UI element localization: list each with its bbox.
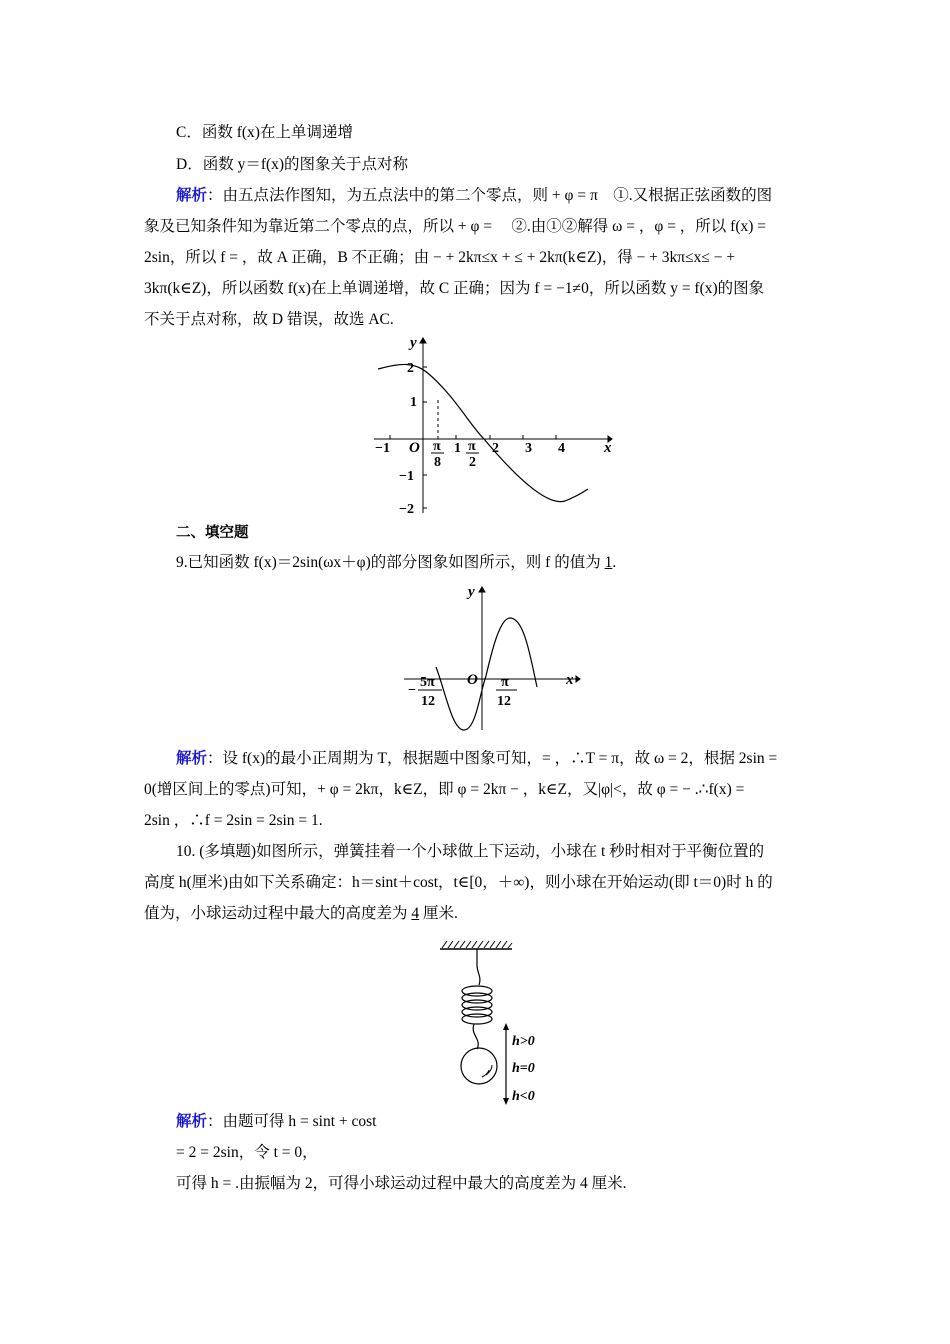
- y-tick-neg1: −1: [399, 469, 414, 484]
- solution-label: 解析: [176, 187, 208, 204]
- y-label: y: [468, 584, 475, 600]
- tick-pi2-num: π: [468, 439, 476, 454]
- neg-tick-sign: −: [408, 683, 416, 698]
- solution-9-line-1: 解析：设 f(x)的最小正周期为 T，根据题中图象可知，= ，∴T = π，故 ω = 2，根据 2sin =: [176, 750, 778, 767]
- y-tick-neg2: −2: [399, 502, 414, 517]
- y-tick-2: 2: [407, 361, 414, 376]
- tick-pi8-den: 8: [434, 455, 441, 470]
- solution-8-line-4: 3kπ(k∈Z)，所以函数 f(x)在上单调递增，故 C 正确；因为 f = −1≠0，所以函数 y = f(x)的图象: [144, 280, 765, 297]
- solution-10-line-1: 解析：由题可得 h = sint + cost: [176, 1113, 377, 1130]
- solution-10-line-2: = 2 = 2sin，令 t = 0，: [176, 1144, 318, 1161]
- problem-10-line-2: 高度 h(厘米)由如下关系确定：h＝sint＋cost，t∈[0，＋∞)，则小球在开始运动(即 t＝0)时 h 的: [144, 874, 773, 891]
- solution-label: 解析: [176, 750, 208, 767]
- solution-8-line-1: 解析：由五点法作图知，为五点法中的第二个零点，则 + φ = π ①.又根据正弦函数的图: [176, 187, 773, 204]
- option-d: D．函数 y＝f(x)的图象关于点对称: [176, 156, 409, 173]
- x-tick-2: 2: [492, 441, 499, 456]
- label-h-zero: h=0: [512, 1061, 535, 1076]
- problem-10-line-1: 10. (多填题)如图所示，弹簧挂着一个小球做上下运动，小球在 t 秒时相对于平衡位置的: [176, 843, 765, 860]
- solution-label: 解析: [176, 1113, 208, 1130]
- x-tick-neg1: −1: [375, 441, 390, 456]
- sine-curve: [436, 618, 537, 730]
- problem-10-answer: 4: [411, 905, 420, 922]
- down-arrow: [503, 1098, 509, 1105]
- problem-9-answer: 1: [604, 554, 613, 571]
- y-tick-1: 1: [410, 395, 417, 410]
- neg-tick-num: 5π: [420, 675, 435, 690]
- x-axis-arrow: [576, 676, 580, 682]
- x-label: x: [566, 672, 574, 688]
- neg-tick-den: 12: [421, 694, 435, 709]
- solution-8-line-2: 象及已知条件知为靠近第二个零点的点，所以 + φ = ②.由①②解得 ω = ，φ = ，所以 f(x) =: [144, 218, 767, 235]
- solution-9-line-3: 2sin ，∴f = 2sin = 2sin = 1.: [144, 812, 323, 829]
- option-c: C．函数 f(x)在上单调递增: [176, 124, 353, 141]
- origin-label: O: [409, 440, 420, 456]
- solution-10-line-3: 可得 h = .由振幅为 2，可得小球运动过程中最大的高度差为 4 厘米.: [176, 1175, 627, 1192]
- y-axis-arrow: [479, 587, 485, 592]
- spring-coils: [462, 986, 492, 1024]
- label-h-negative: h<0: [512, 1089, 535, 1104]
- solution-8-line-5: 不关于点对称，故 D 错误，故选 AC.: [144, 311, 394, 328]
- ceiling-hatching: [442, 941, 512, 948]
- pos-tick-num: π: [501, 675, 509, 690]
- pos-tick-den: 12: [497, 694, 511, 709]
- origin-label: O: [467, 672, 478, 688]
- up-arrow: [503, 1023, 509, 1030]
- x-tick-4: 4: [558, 441, 565, 456]
- problem-10-line-3: 值为，小球运动过程中最大的高度差为 4 厘米.: [144, 905, 458, 922]
- problem-9-question: 9.已知函数 f(x)＝2sin(ωx＋φ)的部分图象如图所示，则 f 的值为 1.: [176, 554, 617, 571]
- spring-ball-figure: [430, 935, 570, 1110]
- solution-8-line-3: 2sin，所以 f = ，故 A 正确，B 不正确；由 − + 2kπ≤x + ≤ + 2kπ(k∈Z)，得 − + 3kπ≤x≤ − +: [144, 249, 736, 266]
- tick-pi8-num: π: [433, 439, 441, 454]
- sine-graph-1: [360, 335, 620, 520]
- spring-tail: [473, 1024, 478, 1049]
- y-axis-arrow: [420, 338, 426, 343]
- section-heading: 二、填空题: [176, 525, 249, 541]
- spring-wire: [477, 949, 480, 985]
- ball-shading: [482, 1065, 492, 1077]
- tick-pi2-den: 2: [469, 455, 476, 470]
- y-label: y: [410, 335, 417, 351]
- label-h-positive: h>0: [512, 1034, 535, 1049]
- sine-graph-2: [400, 580, 590, 740]
- x-tick-1: 1: [454, 441, 461, 456]
- solution-9-line-2: 0(增区间上的零点)可知，+ φ = 2kπ，k∈Z，即 φ = 2kπ − ，k∈Z，又|φ|<，故 φ = − .∴f(x) =: [144, 781, 745, 798]
- x-label: x: [604, 440, 612, 456]
- x-tick-3: 3: [525, 441, 532, 456]
